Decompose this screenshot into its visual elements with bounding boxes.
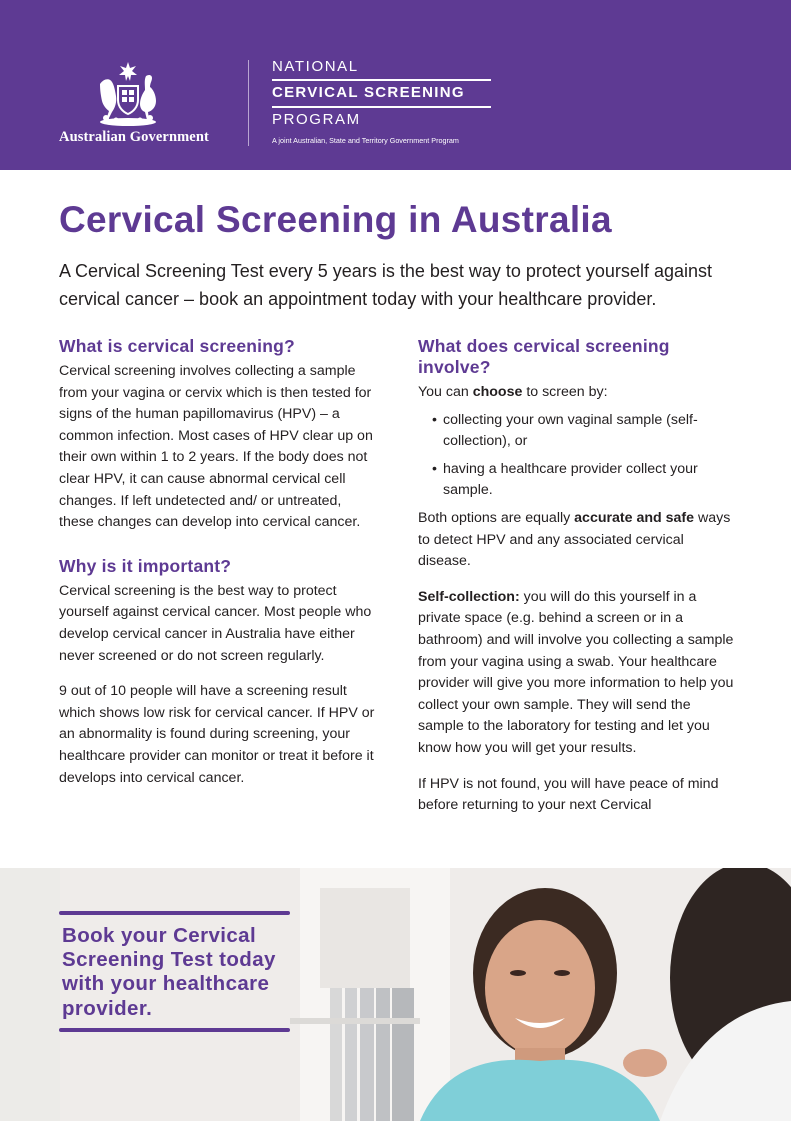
paragraph-both-options bbox=[418, 508, 738, 573]
program-name-line2: CERVICAL SCREENING bbox=[272, 84, 465, 101]
choose-bold: choose bbox=[472, 384, 523, 400]
right-column bbox=[418, 336, 738, 817]
program-rule-top bbox=[272, 79, 491, 81]
heading-what-involve: What does cervical screening involve? bbox=[418, 336, 670, 377]
program-name-line3: PROGRAM bbox=[272, 111, 361, 128]
list-item: • having a healthcare provider collect your sample. bbox=[432, 459, 738, 502]
paragraph-if-hpv: If HPV is not found, you will have peace of mind before returning to your next Cervical bbox=[418, 775, 719, 814]
paragraph-self-collection bbox=[418, 587, 738, 760]
heading-why-important: Why is it important? bbox=[59, 555, 232, 576]
heading-what-is: What is cervical screening? bbox=[59, 336, 295, 356]
self-collection-text: you will do this yourself in a private space (e.g. behind a screen or in a bathroom) and will involve you collecting a sample from your vagina using a swab. Your healthcare provider will give you more information to help you collect your own sample. They will send the sample to the laboratory for testing and let you know how you will get your results. bbox=[418, 588, 734, 756]
cta-rule-top bbox=[59, 911, 290, 915]
both-bold: accurate and safe bbox=[574, 509, 695, 526]
spacer bbox=[59, 667, 379, 681]
paragraph-screening-result: 9 out of 10 people will have a screening result which shows low risk for cervical cancer. If HPV or an abnormality is found during screening, your healthcare provider can monitor or treat it before it develops into cervical cancer. bbox=[59, 683, 375, 786]
header-divider bbox=[248, 60, 249, 146]
self-collection-label: Self-collection: bbox=[418, 588, 520, 605]
program-rule-bottom bbox=[272, 106, 491, 108]
both-post: ways to detect HPV and any associated cervical disease. bbox=[418, 509, 731, 570]
header-band bbox=[0, 0, 791, 170]
paragraph-why-important: Cervical screening is the best way to protect yourself against cervical cancer. Most people who develop cervical cancer in Australia have either never screened or do not screen regularly. bbox=[59, 582, 372, 664]
cta-rule-bottom bbox=[59, 1028, 290, 1032]
list-item: • collecting your own vaginal sample (self-collection), or bbox=[432, 410, 738, 453]
page-title: Cervical Screening in Australia bbox=[59, 199, 612, 240]
options-list bbox=[432, 410, 738, 502]
program-name-line1: NATIONAL bbox=[272, 58, 359, 75]
call-to-action: Book your Cervical Screening Test today with your healthcare provider. bbox=[62, 924, 276, 1020]
choose-pre: You can bbox=[418, 384, 473, 400]
spacer bbox=[59, 534, 379, 556]
left-column bbox=[59, 336, 379, 789]
spacer bbox=[418, 573, 738, 587]
intro-paragraph: A Cervical Screening Test every 5 years is the best way to protect yourself against cervical cancer – book an appointment today with your healthcare provider. bbox=[59, 261, 712, 309]
coat-of-arms-icon bbox=[96, 62, 160, 128]
government-name: Australian Government bbox=[59, 129, 209, 145]
program-subtitle: A joint Australian, State and Territory Government Program bbox=[272, 136, 459, 145]
both-pre: Both options are equally bbox=[418, 509, 575, 526]
paragraph-choose bbox=[418, 382, 738, 404]
spacer bbox=[418, 760, 738, 774]
choose-post: to screen by: bbox=[522, 384, 608, 400]
paragraph-what-is: Cervical screening involves collecting a sample from your vagina or cervix which is then tested for signs of the human papillomavirus (HPV) – a common infection. Most cases of HPV clear up on their own within 1 to 2 years. If the body does not clear HPV, it can cause abnormal cervical cell changes. If left undetected and/ or untreated, these changes can develop into cervical cancer. bbox=[59, 363, 373, 531]
